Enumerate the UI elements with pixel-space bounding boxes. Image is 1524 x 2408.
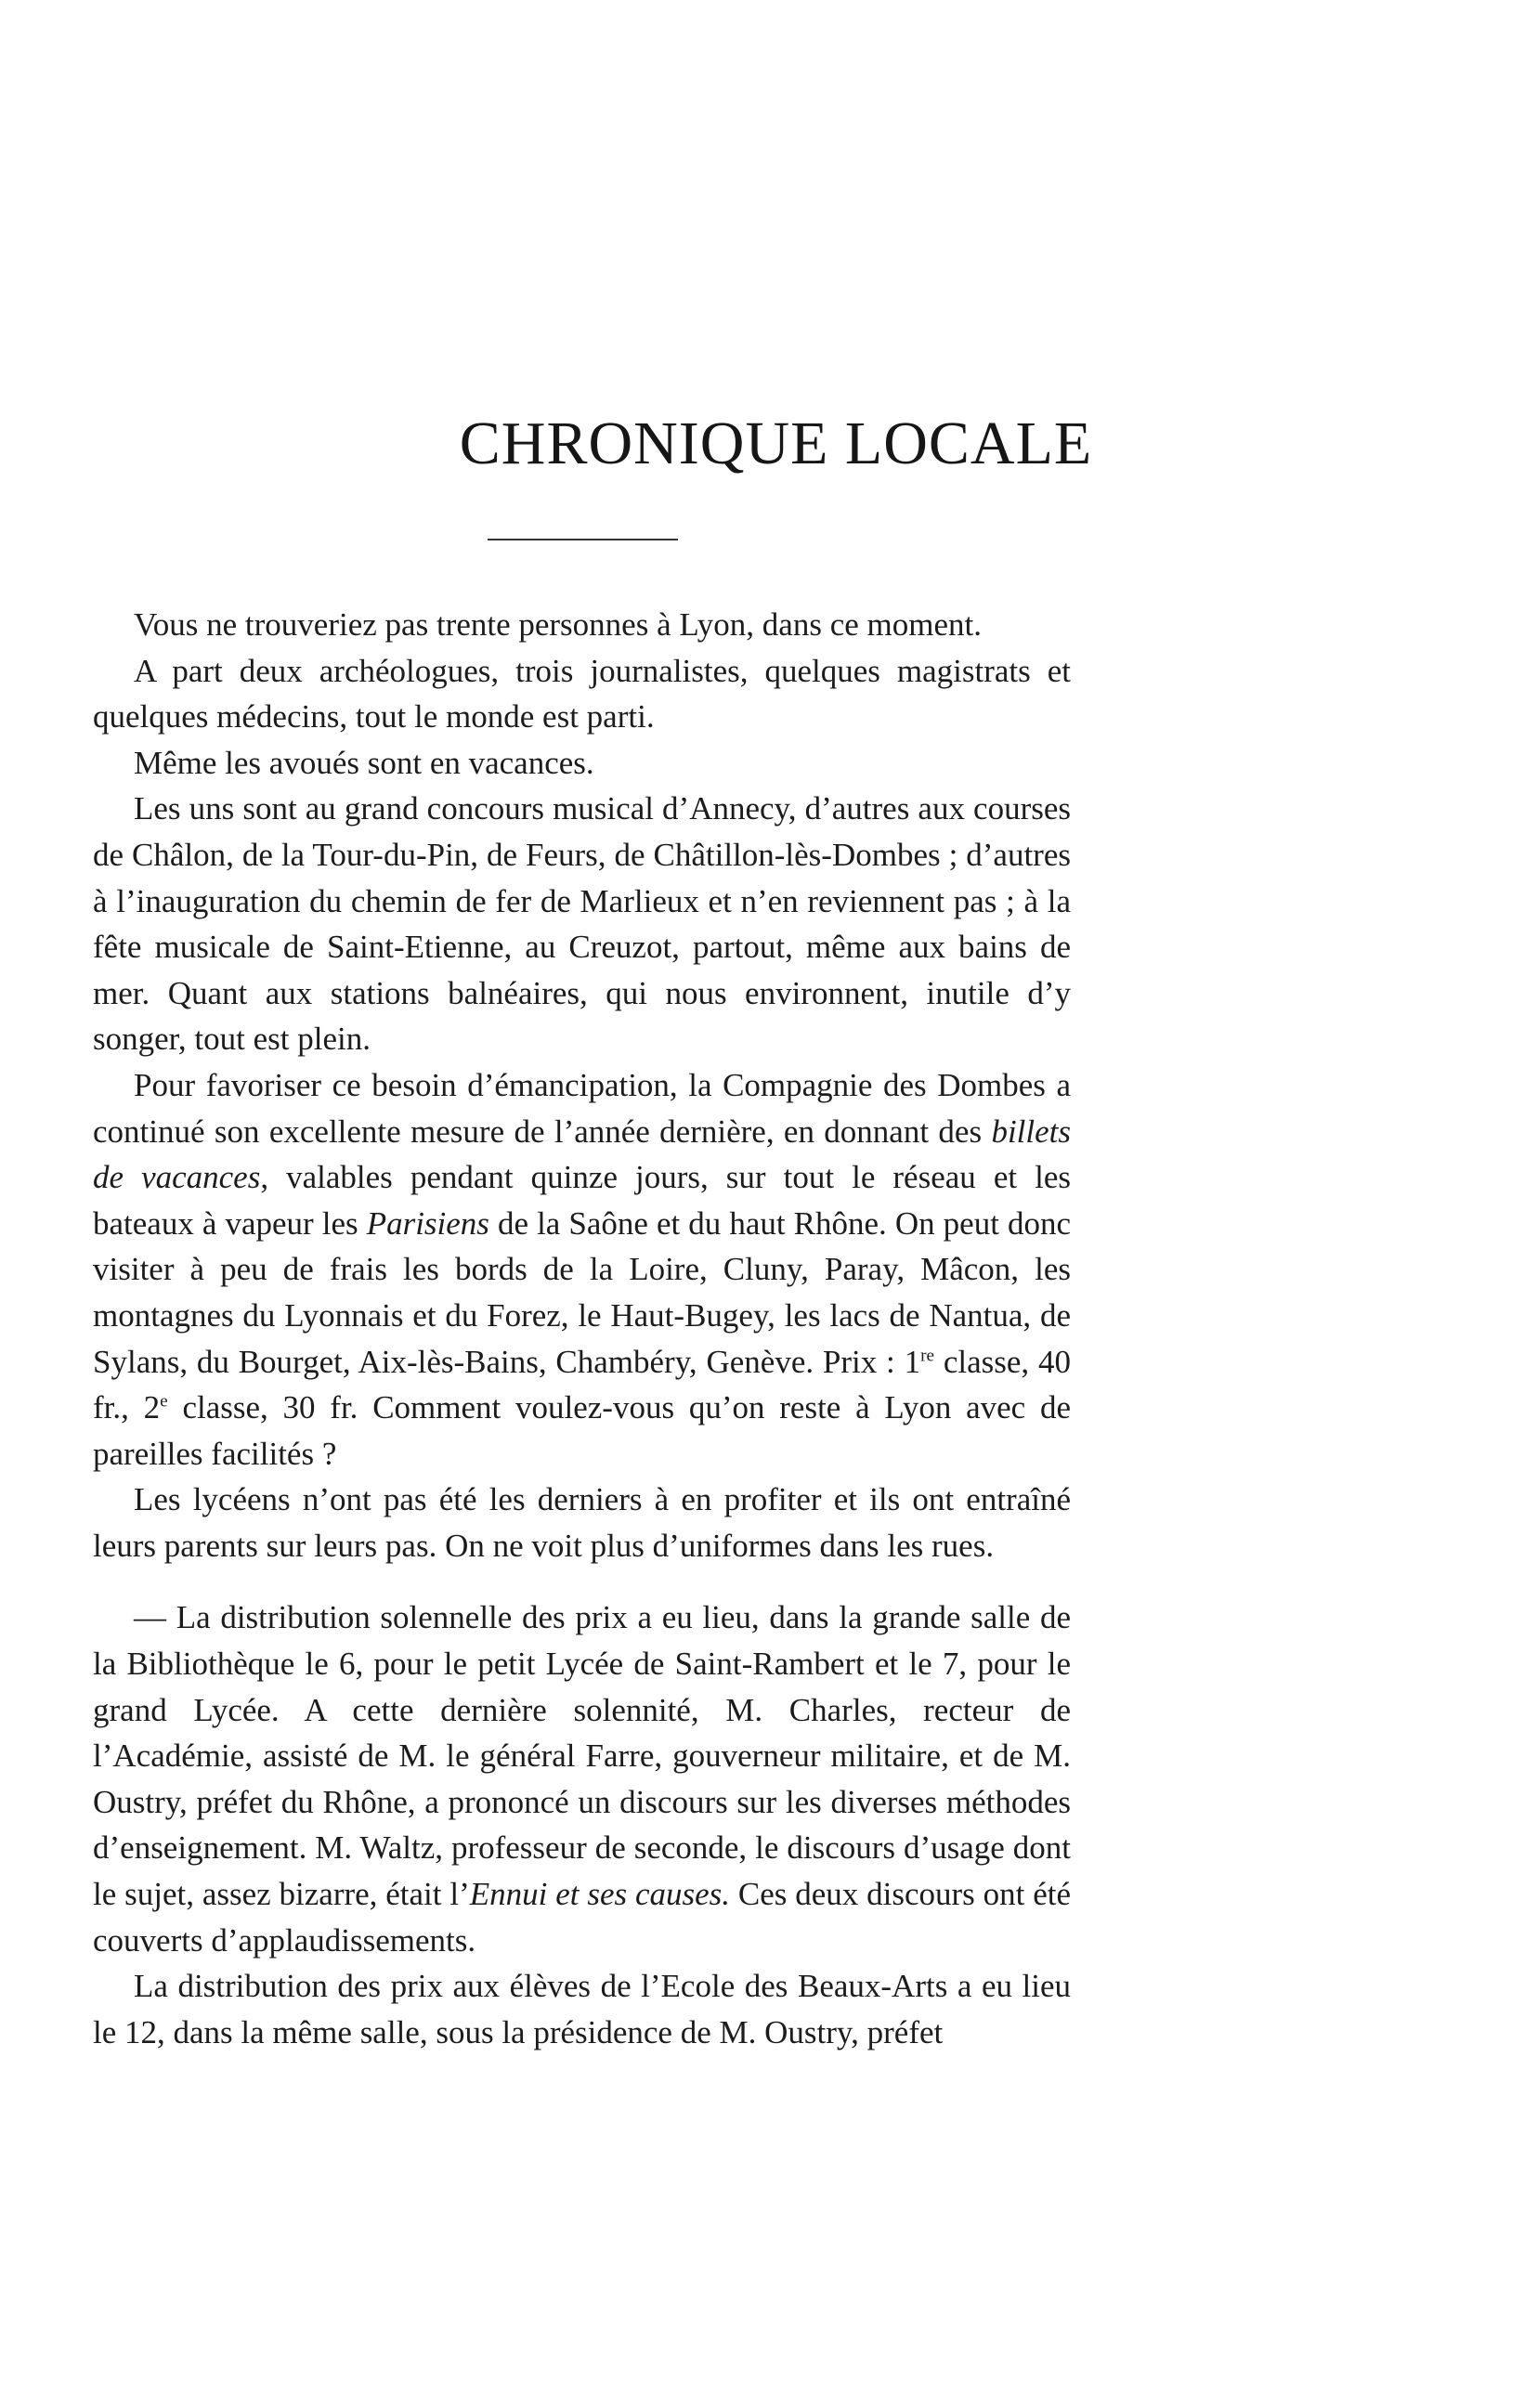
paragraph-7-emphasis-ennui: Ennui et ses causes.	[469, 1876, 731, 1913]
paragraph-1: Vous ne trouveriez pas trente personnes à Lyon, dans ce moment.	[134, 606, 982, 643]
paragraph-4: Les uns sont au grand concours musical d’Annecy, d’autres aux courses de Châlon, de la Tour-du-Pin, de Feurs, de Châtillon-lès-Dombes ; d’autres à l’inauguration du chemin de fer de Marlieux et n’en reviennent pas ; à la fête musicale de Saint-Etienne, au Creuzot, partout, même aux bains de mer. Quant aux stations balnéaires, qui nous environnent, inutile d’y songer, tout est plein.	[93, 790, 1071, 1058]
paragraph-5-text-d: classe, 40 fr., 2	[93, 1343, 1071, 1426]
paragraph-5-text-c: de la Saône et du haut Rhône. On peut donc visiter à peu de frais les bords de la Loire, Cluny, Paray, Mâcon, les montagnes du Lyonnais et du Forez, le Haut-Bugey, les lacs de Nantua, de Sylans, du Bourget, Aix-lès-Bains, Chambéry, Genève. Prix : 1	[93, 1204, 1072, 1380]
paragraph-7-text-b: Ces deux discours ont été couverts d’applaudissements.	[93, 1876, 1071, 1959]
paragraph-7	[93, 1594, 1071, 1963]
paragraph-2: A part deux archéologues, trois journalistes, quelques magistrats et quelques médecins, tout le monde est parti.	[93, 652, 1071, 735]
paragraph-5-text-b: , valables pendant quinze jours, sur tout le réseau et les bateaux à vapeur les	[93, 1159, 1072, 1242]
paragraph-3: Même les avoués sont en vacances.	[134, 744, 594, 781]
paragraph-6: Les lycéens n’ont pas été les derniers à en profiter et ils ont entraîné leurs parents sur leurs pas. On ne voit plus d’uniformes dans les rues.	[93, 1481, 1071, 1564]
paragraph-7-text-a: — La distribution solennelle des prix a eu lieu, dans la grande salle de la Bibliothèque le 6, pour le petit Lycée de Saint-Rambert et le 7, pour le grand Lycée. A cette dernière solennité, M. Charles, recteur de l’Académie, assisté de M. le général Farre, gouverneur militaire, et de M. Oustry, préfet du Rhône, a prononcé un discours sur les diverses méthodes d’enseignement. M. Waltz, professeur de seconde, le discours d’usage dont le sujet, assez bizarre, était l’	[93, 1599, 1071, 1913]
paragraph-5	[93, 1062, 1071, 1477]
paragraph-5-emphasis-parisiens: Parisiens	[366, 1204, 489, 1242]
paragraph-5-text-e: classe, 30 fr. Comment voulez-vous qu’on reste à Lyon avec de pareilles facilités ?	[93, 1389, 1071, 1472]
article-body	[93, 602, 1071, 2055]
paragraph-8: La distribution des prix aux élèves de l’Ecole des Beaux-Arts a eu lieu le 12, dans la même salle, sous la présidence de M. Oustry, préfet	[93, 1968, 1071, 2050]
paragraph-5-superscript-2: e	[160, 1391, 168, 1412]
paragraph-5-emphasis-billets: billets de vacances	[93, 1113, 1071, 1196]
page-title: CHRONIQUE LOCALE	[459, 410, 1093, 477]
paragraph-5-text-a: Pour favoriser ce besoin d’émancipation, la Compagnie des Dombes a continué son excellente mesure de l’année dernière, en donnant des	[93, 1066, 1071, 1150]
paragraph-5-superscript-1: re	[920, 1345, 935, 1365]
title-divider	[488, 539, 678, 540]
